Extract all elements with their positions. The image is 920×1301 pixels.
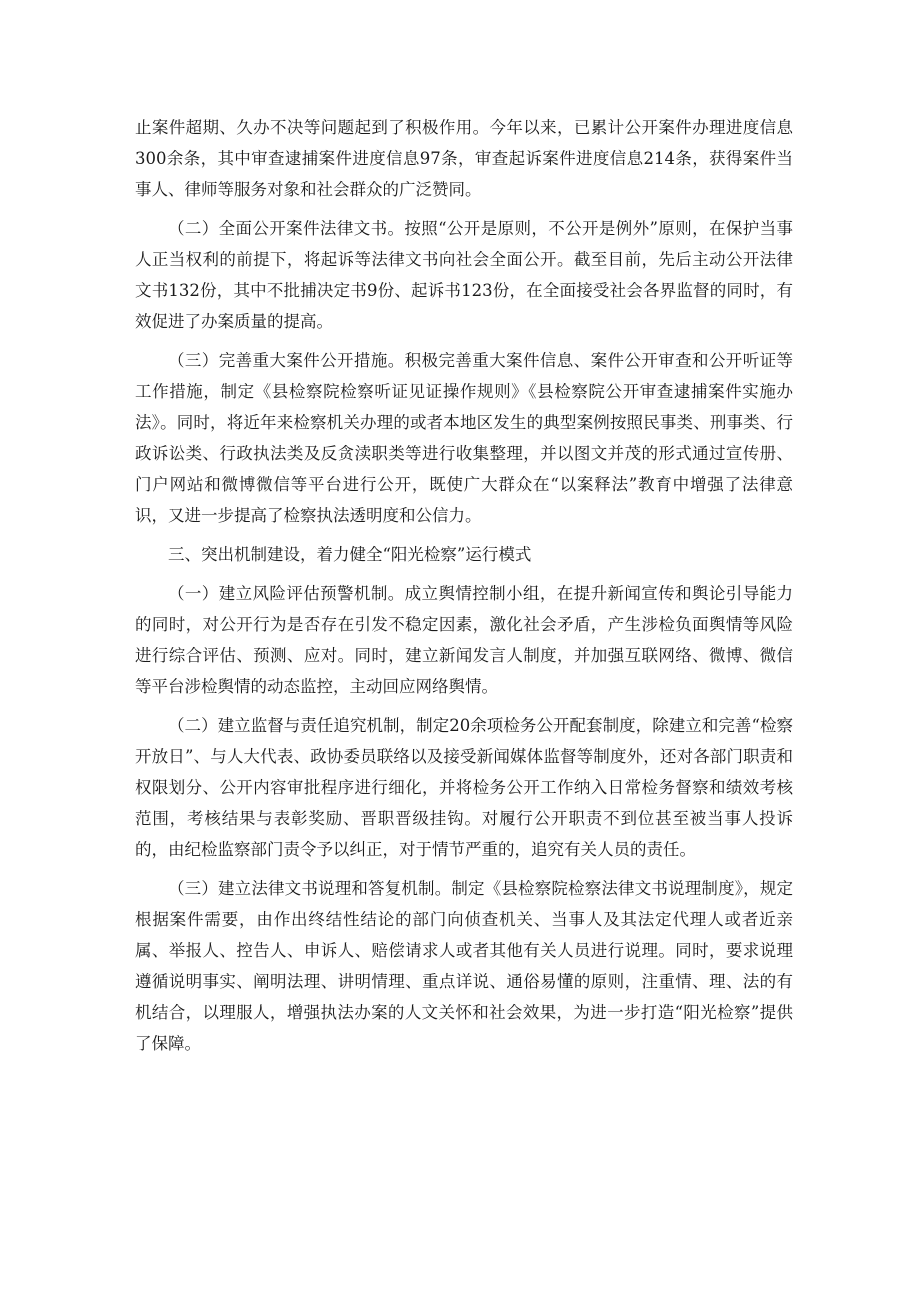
section-heading-mechanism: 三、突出机制建设，着力健全“阳光检察”运行模式 <box>168 545 532 564</box>
paragraph-risk-assessment: （一）建立风险评估预警机制。成立舆情控制小组，在提升新闻宣传和舆论引导能力的同时，对公开行为是否存在引发不稳定因素，激化社会矛盾，产生涉检负面舆情等风险进行综合评估、预测、应对。同时，建立新闻发言人制度，并加强互联网络、微博、微信等平台涉检舆情的动态监控，主动回应网络舆情。 <box>135 584 793 696</box>
paragraph-continuation: 止案件超期、久办不决等问题起到了积极作用。今年以来，已累计公开案件办理进度信息300余条，其中审查逮捕案件进度信息97条，审查起诉案件进度信息214条，获得案件当事人、律师等服务对象和社会群众的广泛赞同。 <box>135 118 793 199</box>
paragraph-supervision: （二）建立监督与责任追究机制，制定20余项检务公开配套制度，除建立和完善“检察开放日”、与人大代表、政协委员联络以及接受新闻媒体监督等制度外，还对各部门职责和权限划分、公开内容审批程序进行细化，并将检务公开工作纳入日常检务督察和绩效考核范围，考核结果与表彰奖励、晋职晋级挂钩。对履行公开职责不到位甚至被当事人投诉的，由纪检监察部门责令予以纠正，对于情节严重的，追究有关人员的责任。 <box>135 716 793 859</box>
document-body <box>135 112 793 1067</box>
paragraph-major-cases: （三）完善重大案件公开措施。积极完善重大案件信息、案件公开审查和公开听证等工作措施，制定《县检察院检察听证见证操作规则》《县检察院公开审查逮捕案件实施办法》。同时，将近年来检察机关办理的或者本地区发生的典型案例按照民事类、刑事类、行政诉讼类、行政执法类及反贪渎职类等进行收集整理，并以图文并茂的形式通过宣传册、门户网站和微博微信等平台进行公开，既使广大群众在“以案释法”教育中增强了法律意识，又进一步提高了检察执法透明度和公信力。 <box>135 351 793 525</box>
paragraph-document-explanation: （三）建立法律文书说理和答复机制。制定《县检察院检察法律文书说理制度》，规定根据案件需要，由作出终结性结论的部门向侦查机关、当事人及其法定代理人或者近亲属、举报人、控告人、申诉人、赔偿请求人或者其他有关人员进行说理。同时，要求说理遵循说明事实、阐明法理、讲明情理、重点详说、通俗易懂的原则，注重情、理、法的有机结合，以理服人，增强执法办案的人文关怀和社会效果，为进一步打造“阳光检察”提供了保障。 <box>135 879 793 1053</box>
paragraph-legal-documents: （二）全面公开案件法律文书。按照“公开是原则，不公开是例外”原则，在保护当事人正当权利的前提下，将起诉等法律文书向社会全面公开。截至目前，先后主动公开法律文书132份，其中不批捕决定书9份、起诉书123份，在全面接受社会各界监督的同时，有效促进了办案质量的提高。 <box>135 219 793 331</box>
